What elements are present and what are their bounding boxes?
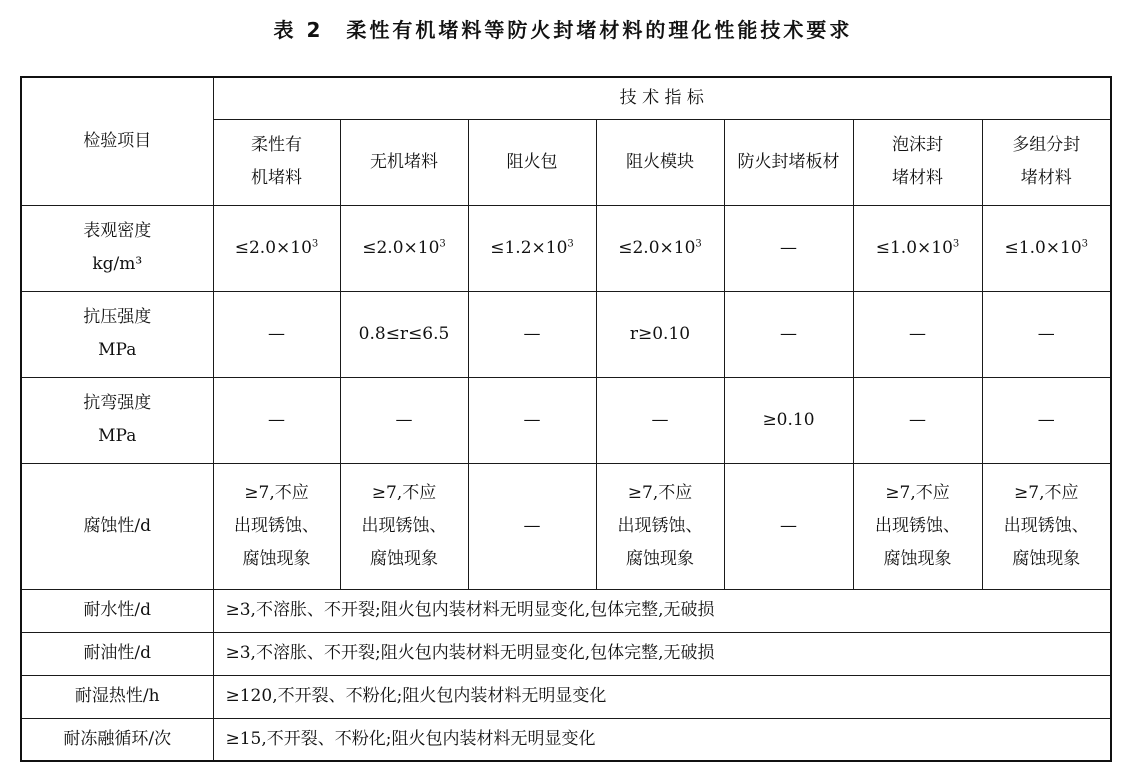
cell-line: 出现锈蚀、 — [617, 515, 703, 536]
table-cell — [982, 463, 1111, 589]
table-cell — [982, 205, 1111, 291]
cell-line: ≥7,不应 — [244, 482, 309, 503]
table-cell — [340, 205, 468, 291]
row-label-line: 抗压强度 — [83, 307, 152, 327]
table-title: 表 2 柔性有机堵料等防火封堵材料的理化性能技术要求 — [273, 18, 853, 42]
table-row — [21, 463, 1111, 589]
column-header-line: 防火封堵板材 — [737, 151, 840, 172]
cell-exponent: 3 — [311, 237, 319, 249]
table-cell: — — [982, 377, 1111, 463]
cell-exponent: 3 — [1081, 237, 1089, 249]
cell-line: ≥7,不应 — [371, 482, 437, 503]
header-group-cell — [213, 77, 1111, 119]
column-header-line: 阻火模块 — [626, 151, 694, 172]
cell-line: 腐蚀现象 — [370, 548, 438, 569]
header-group-label: 技 术 指 标 — [619, 87, 704, 108]
cell-line: 腐蚀现象 — [883, 548, 952, 569]
row-label: 耐冻融循环/次 — [21, 718, 213, 761]
column-header — [853, 119, 982, 205]
column-header-line: 堵材料 — [1020, 168, 1072, 188]
cell-value: ≤2.0×10 — [234, 237, 312, 258]
cell-line: ≥7,不应 — [627, 482, 693, 503]
row-label: 耐水性/d — [21, 589, 213, 632]
column-header-line: 无机堵料 — [370, 151, 438, 172]
table-row — [21, 291, 1111, 377]
column-header — [468, 119, 596, 205]
table-cell — [213, 463, 340, 589]
column-header — [213, 119, 340, 205]
cell-line: ≥7,不应 — [885, 482, 950, 503]
table-cell — [213, 205, 340, 291]
table-cell — [468, 205, 596, 291]
table-row — [21, 675, 1111, 718]
cell-value: ≤1.0×10 — [1004, 237, 1082, 258]
merged-cell: ≥15,不开裂、不粉化;阻火包内装材料无明显变化 — [213, 718, 1111, 761]
table-cell: — — [468, 291, 596, 377]
cell-value: ≤2.0×10 — [362, 237, 440, 258]
cell-line: 出现锈蚀、 — [234, 515, 319, 536]
table-row — [21, 377, 1111, 463]
cell-line: 出现锈蚀、 — [875, 515, 960, 536]
cell-value: ≤2.0×10 — [618, 237, 696, 258]
table-cell — [340, 463, 468, 589]
cell-exponent: 3 — [952, 237, 960, 249]
table-row — [21, 589, 1111, 632]
column-header-line: 阻火包 — [506, 151, 558, 172]
column-header — [596, 119, 724, 205]
table-cell: 0.8≤r≤6.5 — [340, 291, 468, 377]
table-cell — [468, 463, 596, 589]
table-cell: r≥0.10 — [596, 291, 724, 377]
cell-value: ≤1.2×10 — [490, 237, 568, 258]
row-label — [21, 377, 213, 463]
table-cell — [724, 205, 853, 291]
column-header — [982, 119, 1111, 205]
table-row — [21, 632, 1111, 675]
column-header — [340, 119, 468, 205]
column-header-line: 泡沫封 — [892, 135, 943, 155]
cell-value: ≤1.0×10 — [875, 237, 953, 258]
header-item-label: 检验项目 — [83, 130, 152, 151]
table-cell: — — [213, 377, 340, 463]
cell-line: 腐蚀现象 — [1012, 548, 1081, 569]
table-cell: — — [468, 377, 596, 463]
table-cell — [596, 205, 724, 291]
merged-cell: ≥3,不溶胀、不开裂;阻火包内装材料无明显变化,包体完整,无破损 — [213, 589, 1111, 632]
row-label — [21, 291, 213, 377]
spec-table — [20, 76, 1112, 762]
column-header-line: 堵材料 — [892, 168, 943, 188]
table-row — [21, 718, 1111, 761]
row-label-line: MPa — [98, 426, 137, 446]
table-cell — [596, 463, 724, 589]
table-row — [21, 205, 1111, 291]
cell-exponent: 3 — [439, 237, 446, 249]
cell-exponent: 3 — [567, 237, 574, 249]
merged-cell: ≥3,不溶胀、不开裂;阻火包内装材料无明显变化,包体完整,无破损 — [213, 632, 1111, 675]
table-cell — [853, 205, 982, 291]
table-cell: — — [853, 291, 982, 377]
row-label-line: 抗弯强度 — [83, 393, 152, 413]
column-header — [724, 119, 853, 205]
cell-line: ≥7,不应 — [1014, 482, 1079, 503]
table-cell — [724, 463, 853, 589]
cell-value: — — [780, 237, 797, 258]
table-cell: — — [724, 291, 853, 377]
table-cell: — — [340, 377, 468, 463]
row-label-line: MPa — [98, 340, 137, 360]
table-cell: — — [982, 291, 1111, 377]
table-cell: ≥0.10 — [724, 377, 853, 463]
row-label-line: 表观密度 — [83, 221, 152, 241]
cell-line: 腐蚀现象 — [242, 548, 311, 569]
cell-line: — — [780, 515, 797, 536]
table-cell: — — [853, 377, 982, 463]
row-label: 耐湿热性/h — [21, 675, 213, 718]
table-cell: — — [596, 377, 724, 463]
column-header-line: 柔性有 — [251, 135, 302, 155]
row-label: 腐蚀性/d — [21, 463, 213, 589]
cell-line: — — [523, 515, 541, 536]
row-label — [21, 205, 213, 291]
row-label: 耐油性/d — [21, 632, 213, 675]
column-header-line: 多组分封 — [1012, 135, 1081, 155]
merged-cell: ≥120,不开裂、不粉化;阻火包内装材料无明显变化 — [213, 675, 1111, 718]
table-cell — [853, 463, 982, 589]
cell-exponent: 3 — [695, 237, 702, 249]
table-cell: — — [213, 291, 340, 377]
row-label-line: kg/m³ — [92, 254, 143, 274]
header-item-cell — [21, 77, 213, 205]
cell-line: 出现锈蚀、 — [1003, 515, 1089, 536]
column-header-line: 机堵料 — [251, 168, 302, 188]
cell-line: 出现锈蚀、 — [361, 515, 447, 536]
cell-line: 腐蚀现象 — [626, 548, 694, 569]
